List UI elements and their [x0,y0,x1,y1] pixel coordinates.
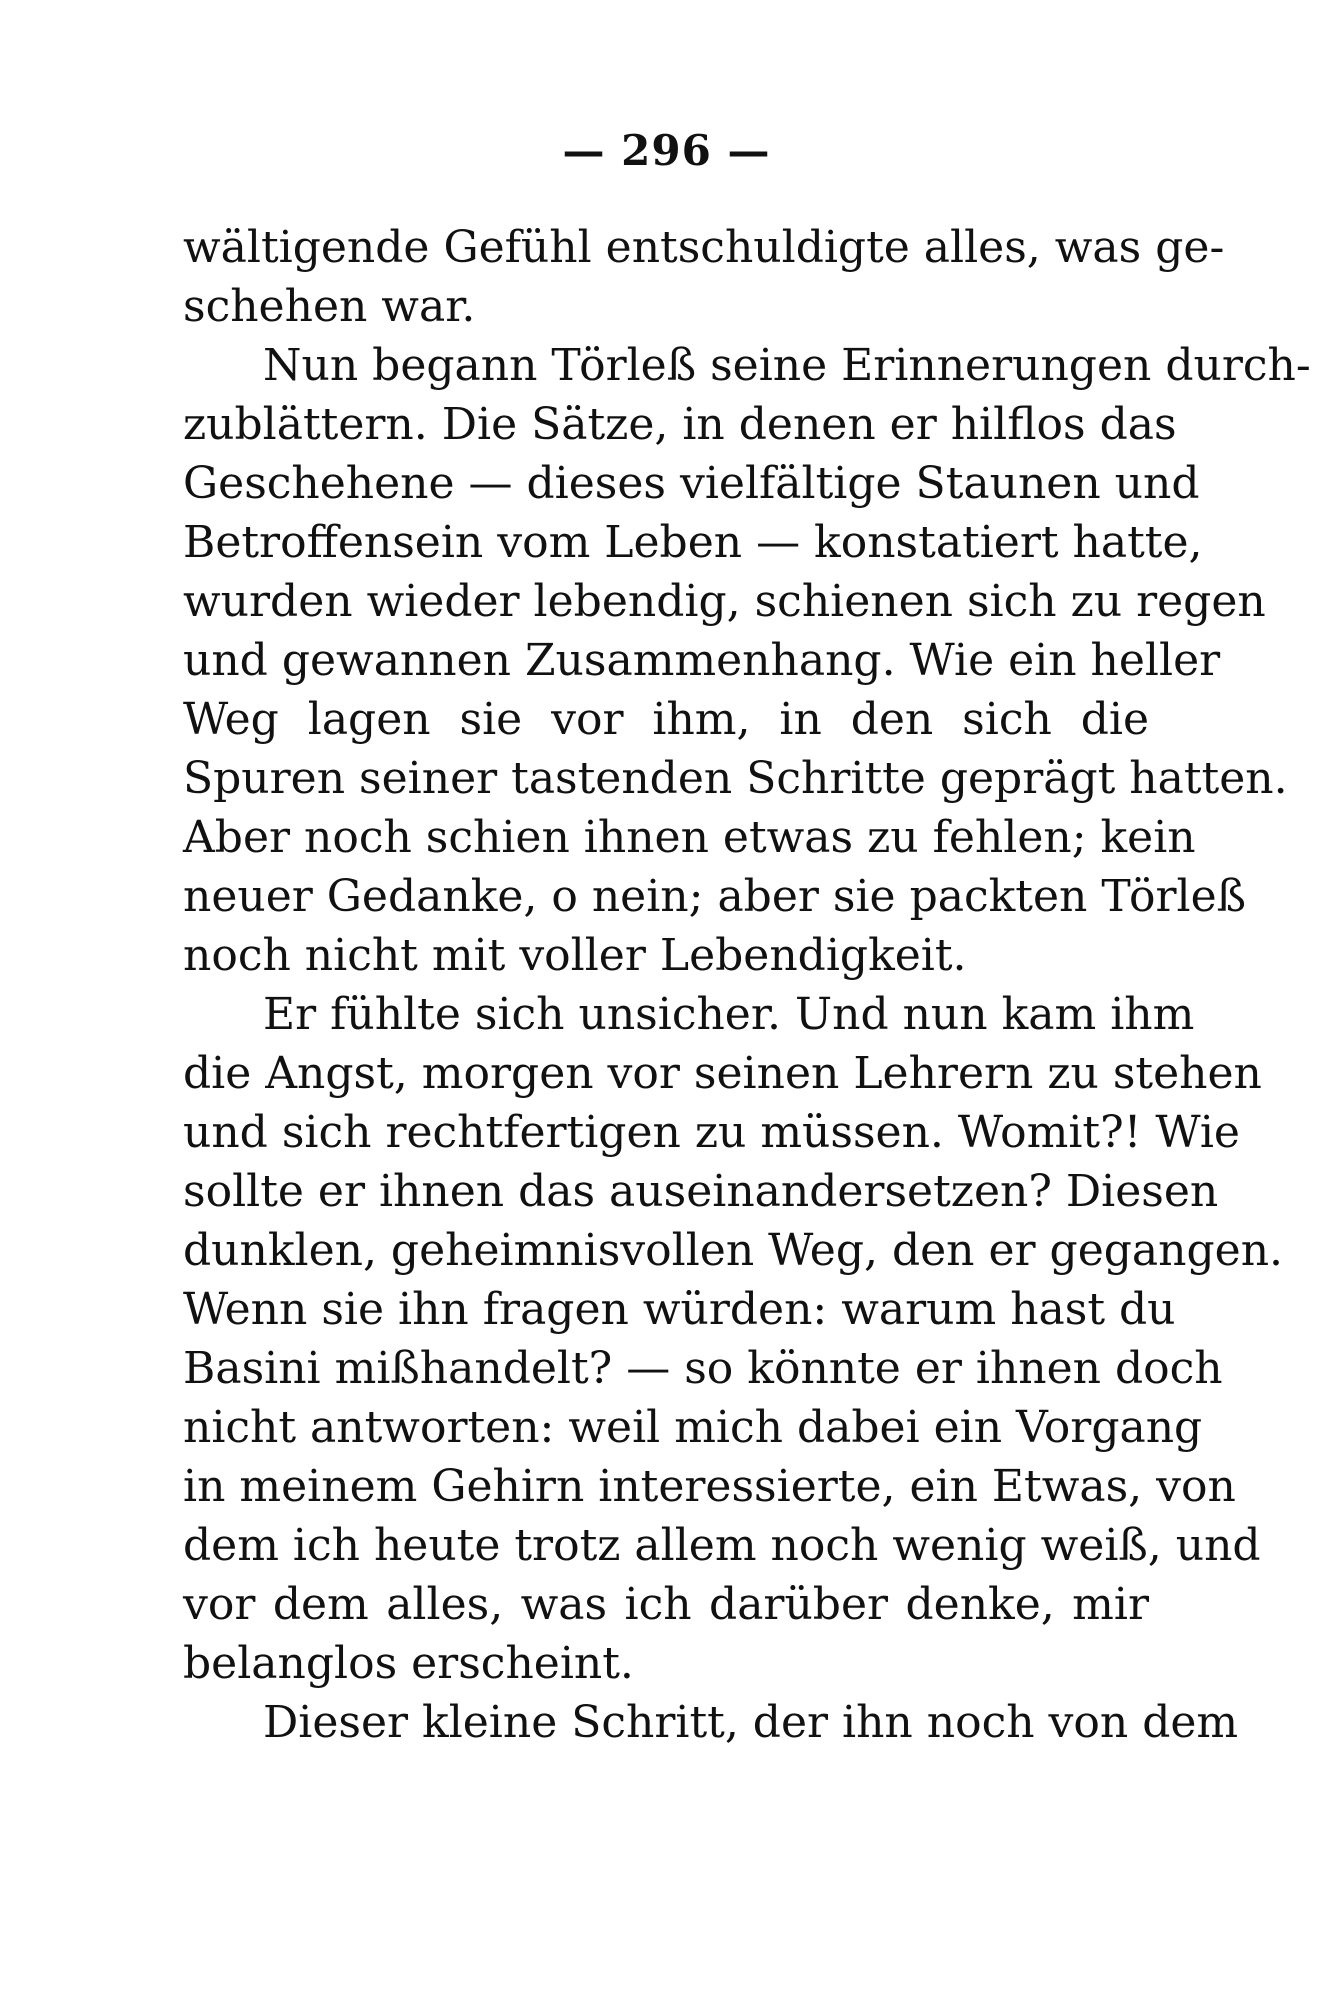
text-line: vor dem alles, was ich darüber denke, mir [183,1579,1149,1630]
text-line: Nun begann Törleß seine Erinnerungen durch- [263,340,1311,391]
text-line: nicht antworten: weil mich dabei ein Vorgang [183,1402,1203,1453]
text-line: Spuren seiner tastenden Schritte geprägt hatten. [183,753,1288,804]
text-line: wältigende Gefühl entschuldigte alles, was ge- [183,222,1225,273]
text-line: belanglos erscheint. [183,1638,634,1689]
body-text [183,218,1311,1752]
page-number: — 296 — [562,126,771,175]
text-line: Basini mißhandelt? — so könnte er ihnen doch [183,1343,1223,1394]
text-line: Dieser kleine Schritt, der ihn noch von dem [263,1697,1239,1748]
text-line: noch nicht mit voller Lebendigkeit. [183,930,967,981]
text-line: neuer Gedanke, o nein; aber sie packten Törleß [183,871,1247,922]
text-line: dunklen, geheimnisvollen Weg, den er gegangen. [183,1225,1284,1276]
text-line: Weg lagen sie vor ihm, in den sich die [183,694,1149,745]
text-line: schehen war. [183,281,476,332]
text-line: und gewannen Zusammenhang. Wie ein heller [183,635,1221,686]
text-line: die Angst, morgen vor seinen Lehrern zu stehen [183,1048,1262,1099]
text-line: dem ich heute trotz allem noch wenig weiß, und [183,1520,1261,1571]
text-line: Er fühlte sich unsicher. Und nun kam ihm [263,989,1195,1040]
text-line: Geschehene — dieses vielfältige Staunen und [183,458,1200,509]
text-line: Betroffensein vom Leben — konstatiert hatte, [183,517,1203,568]
text-line: in meinem Gehirn interessierte, ein Etwas, von [183,1461,1236,1512]
text-line: Wenn sie ihn fragen würden: warum hast du [183,1284,1176,1335]
text-line: Aber noch schien ihnen etwas zu fehlen; kein [183,812,1196,863]
text-line: und sich rechtfertigen zu müssen. Womit?! Wie [183,1107,1240,1158]
text-line: zublättern. Die Sätze, in denen er hilflos das [183,399,1177,450]
text-line: sollte er ihnen das auseinandersetzen? Diesen [183,1166,1219,1217]
text-line: wurden wieder lebendig, schienen sich zu regen [183,576,1266,627]
